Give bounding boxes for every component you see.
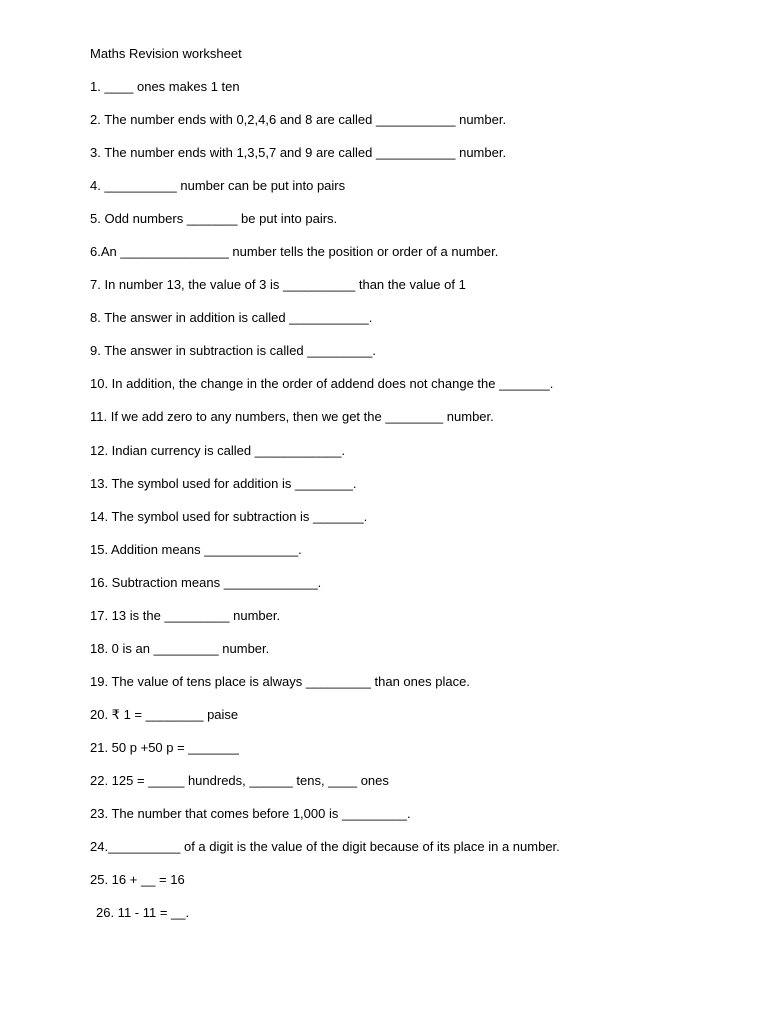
question-item: 2. The number ends with 0,2,4,6 and 8 are called ___________ number.	[90, 112, 507, 128]
question-item: 22. 125 = _____ hundreds, ______ tens, ____ ones	[90, 772, 389, 788]
question-item: 21. 50 p +50 p = _______	[90, 739, 239, 755]
question-item: 5. Odd numbers _______ be put into pairs.	[90, 211, 338, 227]
question-item: 8. The answer in addition is called ___________.	[90, 310, 373, 326]
question-item: 19. The value of tens place is always _________ than ones place.	[90, 673, 470, 689]
question-list	[90, 78, 560, 937]
question-item: 9. The answer in subtraction is called _________.	[90, 343, 376, 359]
question-item: 16. Subtraction means _____________.	[90, 574, 322, 590]
question-item: 17. 13 is the _________ number.	[90, 607, 281, 623]
question-item: 12. Indian currency is called ____________.	[90, 442, 346, 458]
question-item: 11. If we add zero to any numbers, then we get the ________ number.	[90, 409, 494, 425]
question-item: 26. 11 - 11 = __.	[96, 905, 190, 921]
question-item: 25. 16 + __ = 16	[90, 872, 185, 888]
question-item: 15. Addition means _____________.	[90, 541, 302, 557]
question-item: 10. In addition, the change in the order of addend does not change the _______.	[90, 376, 554, 392]
question-item: 6.An _______________ number tells the position or order of a number.	[90, 244, 499, 260]
question-item: 14. The symbol used for subtraction is _______.	[90, 508, 368, 524]
question-item: 24.__________ of a digit is the value of the digit because of its place in a number.	[90, 839, 560, 855]
worksheet-title: Maths Revision worksheet	[90, 46, 242, 61]
question-item: 23. The number that comes before 1,000 is _________.	[90, 806, 411, 822]
question-item: 7. In number 13, the value of 3 is __________ than the value of 1	[90, 277, 466, 293]
question-item: 18. 0 is an _________ number.	[90, 640, 270, 656]
question-item: 1. ____ ones makes 1 ten	[90, 79, 240, 94]
question-item: 4. __________ number can be put into pairs	[90, 178, 346, 194]
question-item: 3. The number ends with 1,3,5,7 and 9 are called ___________ number.	[90, 145, 507, 161]
question-item: 13. The symbol used for addition is ________.	[90, 475, 357, 491]
question-item: 20. ₹ 1 = ________ paise	[90, 706, 239, 722]
